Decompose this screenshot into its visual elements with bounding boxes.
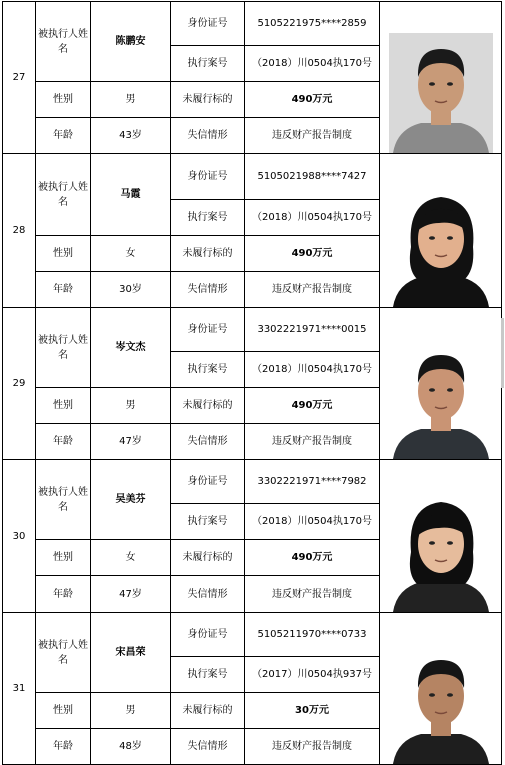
amount-value: 490万元 bbox=[245, 388, 380, 424]
gender-value: 女 bbox=[91, 540, 171, 576]
amount-value: 30万元 bbox=[245, 693, 380, 729]
gender-label: 性别 bbox=[36, 388, 91, 424]
gender-label: 性别 bbox=[36, 82, 91, 118]
name-label: 被执行人姓名 bbox=[36, 154, 91, 236]
conduct-label: 失信情形 bbox=[171, 424, 245, 460]
photo-frame bbox=[380, 309, 501, 459]
age-label: 年龄 bbox=[36, 424, 91, 460]
record-number: 27 bbox=[3, 2, 36, 154]
scrollbar[interactable] bbox=[501, 318, 504, 388]
age-value: 43岁 bbox=[91, 118, 171, 154]
gender-value: 男 bbox=[91, 388, 171, 424]
id-label: 身份证号 bbox=[171, 2, 245, 46]
portrait-photo bbox=[389, 339, 493, 459]
case-number-value: （2018）川0504执170号 bbox=[245, 200, 380, 236]
record-number: 31 bbox=[3, 613, 36, 765]
record-row bbox=[3, 308, 502, 352]
name-label: 被执行人姓名 bbox=[36, 613, 91, 693]
portrait-photo bbox=[389, 33, 493, 153]
record-number: 28 bbox=[3, 154, 36, 308]
record-row bbox=[3, 2, 502, 46]
name-value: 马霞 bbox=[91, 154, 171, 236]
case-number-value: （2017）川0504执937号 bbox=[245, 657, 380, 693]
amount-value: 490万元 bbox=[245, 236, 380, 272]
case-label: 执行案号 bbox=[171, 657, 245, 693]
judgment-debtor-table bbox=[2, 1, 502, 765]
conduct-value: 违反财产报告制度 bbox=[245, 576, 380, 613]
record-number: 29 bbox=[3, 308, 36, 460]
id-number-value: 5105021988****7427 bbox=[245, 154, 380, 200]
age-value: 48岁 bbox=[91, 729, 171, 765]
gender-value: 男 bbox=[91, 82, 171, 118]
id-label: 身份证号 bbox=[171, 308, 245, 352]
age-value: 30岁 bbox=[91, 272, 171, 308]
id-number-value: 3302221971****0015 bbox=[245, 308, 380, 352]
name-label: 被执行人姓名 bbox=[36, 460, 91, 540]
id-label: 身份证号 bbox=[171, 460, 245, 504]
case-number-value: （2018）川0504执170号 bbox=[245, 504, 380, 540]
record-row bbox=[3, 460, 502, 504]
name-label: 被执行人姓名 bbox=[36, 308, 91, 388]
name-label: 被执行人姓名 bbox=[36, 2, 91, 82]
photo-cell bbox=[380, 308, 502, 460]
conduct-label: 失信情形 bbox=[171, 118, 245, 154]
amount-value: 490万元 bbox=[245, 540, 380, 576]
photo-cell bbox=[380, 154, 502, 308]
photo-frame bbox=[380, 155, 501, 307]
conduct-label: 失信情形 bbox=[171, 272, 245, 308]
age-label: 年龄 bbox=[36, 729, 91, 765]
gender-label: 性别 bbox=[36, 236, 91, 272]
conduct-value: 违反财产报告制度 bbox=[245, 424, 380, 460]
photo-frame bbox=[380, 461, 501, 612]
gender-label: 性别 bbox=[36, 540, 91, 576]
record-number: 30 bbox=[3, 460, 36, 613]
amount-label: 未履行标的 bbox=[171, 540, 245, 576]
photo-cell bbox=[380, 2, 502, 154]
name-value: 陈鹏安 bbox=[91, 2, 171, 82]
amount-label: 未履行标的 bbox=[171, 693, 245, 729]
case-label: 执行案号 bbox=[171, 200, 245, 236]
record-row bbox=[3, 613, 502, 657]
conduct-label: 失信情形 bbox=[171, 729, 245, 765]
age-label: 年龄 bbox=[36, 576, 91, 613]
gender-label: 性别 bbox=[36, 693, 91, 729]
conduct-value: 违反财产报告制度 bbox=[245, 118, 380, 154]
age-value: 47岁 bbox=[91, 576, 171, 613]
case-label: 执行案号 bbox=[171, 46, 245, 82]
amount-label: 未履行标的 bbox=[171, 236, 245, 272]
photo-cell bbox=[380, 460, 502, 613]
conduct-label: 失信情形 bbox=[171, 576, 245, 613]
photo-cell bbox=[380, 613, 502, 765]
gender-value: 女 bbox=[91, 236, 171, 272]
id-label: 身份证号 bbox=[171, 613, 245, 657]
portrait-photo bbox=[389, 644, 493, 764]
case-number-value: （2018）川0504执170号 bbox=[245, 352, 380, 388]
portrait-photo bbox=[389, 187, 493, 307]
gender-value: 男 bbox=[91, 693, 171, 729]
case-label: 执行案号 bbox=[171, 504, 245, 540]
age-label: 年龄 bbox=[36, 118, 91, 154]
id-label: 身份证号 bbox=[171, 154, 245, 200]
age-label: 年龄 bbox=[36, 272, 91, 308]
amount-value: 490万元 bbox=[245, 82, 380, 118]
record-row bbox=[3, 154, 502, 200]
conduct-value: 违反财产报告制度 bbox=[245, 272, 380, 308]
id-number-value: 5105221975****2859 bbox=[245, 2, 380, 46]
photo-frame bbox=[380, 614, 501, 764]
name-value: 岑文杰 bbox=[91, 308, 171, 388]
age-value: 47岁 bbox=[91, 424, 171, 460]
name-value: 宋昌荣 bbox=[91, 613, 171, 693]
case-label: 执行案号 bbox=[171, 352, 245, 388]
name-value: 吴美芬 bbox=[91, 460, 171, 540]
case-number-value: （2018）川0504执170号 bbox=[245, 46, 380, 82]
portrait-photo bbox=[389, 492, 493, 612]
id-number-value: 3302221971****7982 bbox=[245, 460, 380, 504]
conduct-value: 违反财产报告制度 bbox=[245, 729, 380, 765]
amount-label: 未履行标的 bbox=[171, 82, 245, 118]
photo-frame bbox=[380, 3, 501, 153]
amount-label: 未履行标的 bbox=[171, 388, 245, 424]
id-number-value: 5105211970****0733 bbox=[245, 613, 380, 657]
